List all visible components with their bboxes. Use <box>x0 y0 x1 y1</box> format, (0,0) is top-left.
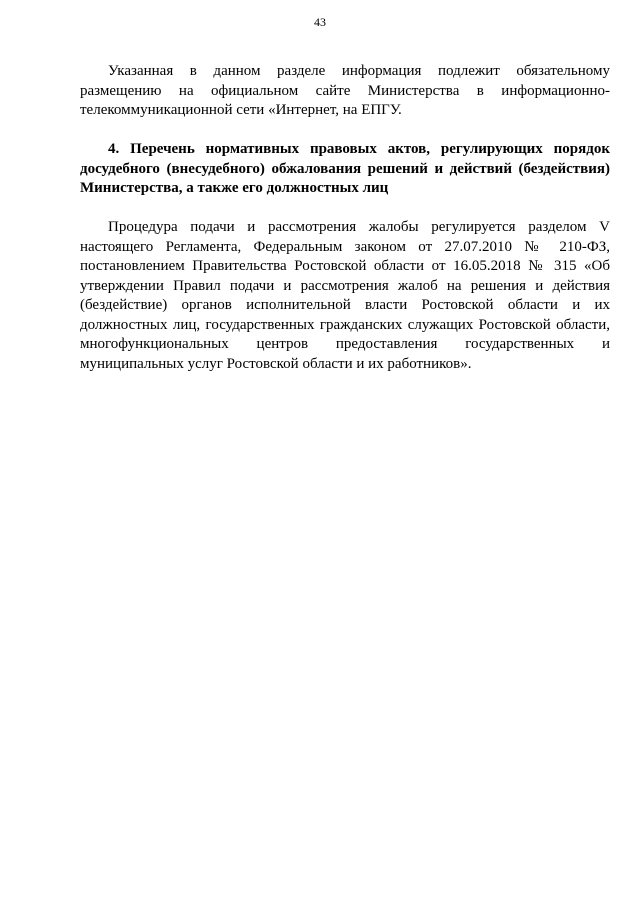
page-number: 43 <box>314 15 326 29</box>
page-content <box>80 62 610 374</box>
section-heading: 4. Перечень нормативных правовых актов, регулирующих порядок досудебного (внесудебного) обжалования решений и действий (бездействия) Министерства, а также его должностных лиц <box>80 141 610 196</box>
procedure-paragraph: Процедура подачи и рассмотрения жалобы регулируется разделом V настоящего Регламента, Федеральным законом от 27.07.2010 № 210-ФЗ, постановлением Правительства Ростовской области от 16.05.2018 № 315 «Об утверждении Правил подачи и рассмотрения жалоб на решения и действия (бездействие) органов исполнительной власти Ростовской области и их должностных лиц, государственных гражданских служащих Ростовской области, многофункциональных центров предоставления государственных и муниципальных услуг Ростовской области и их работников». <box>80 219 610 372</box>
intro-paragraph: Указанная в данном разделе информация подлежит обязательному размещению на официальном сайте Министерства в информационно-телекоммуникационной сети «Интернет, на ЕПГУ. <box>80 63 610 118</box>
